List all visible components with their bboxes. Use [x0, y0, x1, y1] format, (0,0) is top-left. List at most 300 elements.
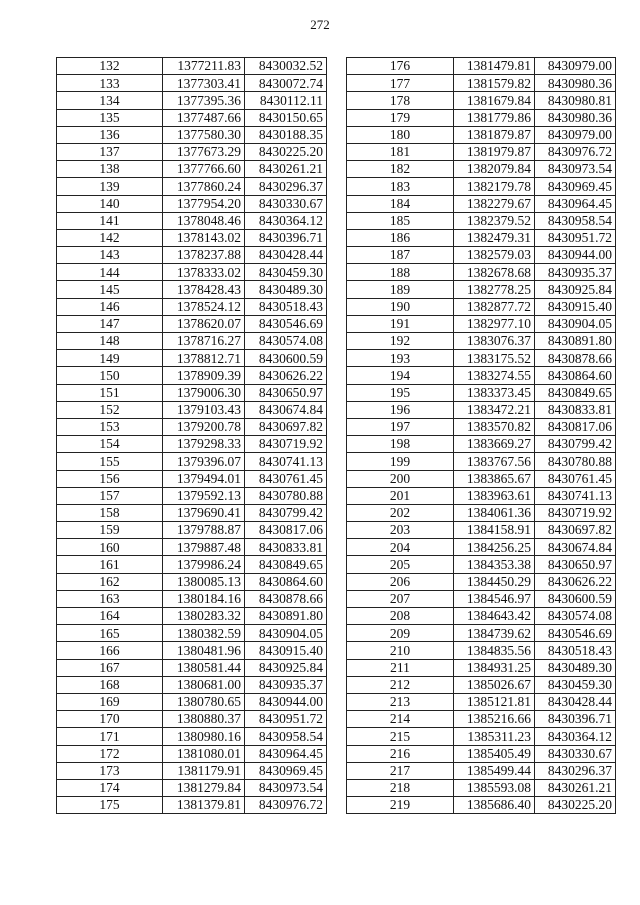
x-coordinate-cell: 1377395.36 — [163, 92, 245, 109]
x-coordinate-cell: 1384256.25 — [454, 539, 535, 556]
x-coordinate-cell: 1382479.31 — [454, 229, 535, 246]
x-coordinate-cell: 1377303.41 — [163, 75, 245, 92]
table-row — [57, 350, 327, 367]
table-row — [57, 779, 327, 796]
x-coordinate-cell: 1379986.24 — [163, 556, 245, 573]
x-coordinate-cell: 1380382.59 — [163, 625, 245, 642]
table-row — [347, 556, 616, 573]
y-coordinate-cell: 8430459.30 — [535, 676, 616, 693]
y-coordinate-cell: 8430225.20 — [245, 143, 327, 160]
point-number-cell: 165 — [57, 625, 163, 642]
point-number-cell: 151 — [57, 384, 163, 401]
y-coordinate-cell: 8430741.13 — [245, 453, 327, 470]
table-row — [347, 728, 616, 745]
x-coordinate-cell: 1378909.39 — [163, 367, 245, 384]
table-row — [347, 779, 616, 796]
y-coordinate-cell: 8430864.60 — [535, 367, 616, 384]
y-coordinate-cell: 8430626.22 — [245, 367, 327, 384]
table-row — [347, 401, 616, 418]
table-row — [57, 470, 327, 487]
y-coordinate-cell: 8430261.21 — [535, 779, 616, 796]
point-number-cell: 217 — [347, 762, 454, 779]
y-coordinate-cell: 8430976.72 — [245, 797, 327, 814]
point-number-cell: 215 — [347, 728, 454, 745]
point-number-cell: 132 — [57, 58, 163, 75]
y-coordinate-cell: 8430925.84 — [245, 659, 327, 676]
x-coordinate-cell: 1385311.23 — [454, 728, 535, 745]
y-coordinate-cell: 8430761.45 — [535, 470, 616, 487]
x-coordinate-cell: 1377580.30 — [163, 126, 245, 143]
x-coordinate-cell: 1378524.12 — [163, 298, 245, 315]
y-coordinate-cell: 8430296.37 — [245, 178, 327, 195]
point-number-cell: 202 — [347, 504, 454, 521]
x-coordinate-cell: 1381179.91 — [163, 762, 245, 779]
table-row — [57, 281, 327, 298]
page-number: 272 — [310, 17, 330, 32]
x-coordinate-cell: 1377954.20 — [163, 195, 245, 212]
table-row — [347, 608, 616, 625]
x-coordinate-cell: 1380481.96 — [163, 642, 245, 659]
table-row — [57, 384, 327, 401]
y-coordinate-cell: 8430072.74 — [245, 75, 327, 92]
y-coordinate-cell: 8430891.80 — [245, 608, 327, 625]
table-row — [57, 487, 327, 504]
y-coordinate-cell: 8430973.54 — [245, 779, 327, 796]
y-coordinate-cell: 8430600.59 — [535, 590, 616, 607]
point-number-cell: 145 — [57, 281, 163, 298]
y-coordinate-cell: 8430878.66 — [245, 590, 327, 607]
table-row — [347, 247, 616, 264]
y-coordinate-cell: 8430574.08 — [245, 333, 327, 350]
point-number-cell: 181 — [347, 143, 454, 160]
x-coordinate-cell: 1379887.48 — [163, 539, 245, 556]
point-number-cell: 197 — [347, 418, 454, 435]
table-row — [57, 436, 327, 453]
y-coordinate-cell: 8430925.84 — [535, 281, 616, 298]
y-coordinate-cell: 8430964.45 — [245, 745, 327, 762]
x-coordinate-cell: 1382877.72 — [454, 298, 535, 315]
point-number-cell: 147 — [57, 315, 163, 332]
x-coordinate-cell: 1377211.83 — [163, 58, 245, 75]
point-number-cell: 204 — [347, 539, 454, 556]
y-coordinate-cell: 8430650.97 — [245, 384, 327, 401]
y-coordinate-cell: 8430944.00 — [535, 247, 616, 264]
y-coordinate-cell: 8430980.36 — [535, 109, 616, 126]
x-coordinate-cell: 1385121.81 — [454, 693, 535, 710]
x-coordinate-cell: 1379396.07 — [163, 453, 245, 470]
y-coordinate-cell: 8430891.80 — [535, 333, 616, 350]
point-number-cell: 161 — [57, 556, 163, 573]
table-row — [347, 745, 616, 762]
x-coordinate-cell: 1383669.27 — [454, 436, 535, 453]
point-number-cell: 149 — [57, 350, 163, 367]
point-number-cell: 218 — [347, 779, 454, 796]
point-number-cell: 154 — [57, 436, 163, 453]
table-row — [57, 590, 327, 607]
point-number-cell: 203 — [347, 522, 454, 539]
y-coordinate-cell: 8430780.88 — [535, 453, 616, 470]
point-number-cell: 158 — [57, 504, 163, 521]
x-coordinate-cell: 1385405.49 — [454, 745, 535, 762]
table-row — [347, 642, 616, 659]
point-number-cell: 184 — [347, 195, 454, 212]
table-row — [57, 608, 327, 625]
x-coordinate-cell: 1383865.67 — [454, 470, 535, 487]
point-number-cell: 152 — [57, 401, 163, 418]
point-number-cell: 194 — [347, 367, 454, 384]
point-number-cell: 185 — [347, 212, 454, 229]
point-number-cell: 196 — [347, 401, 454, 418]
y-coordinate-cell: 8430719.92 — [245, 436, 327, 453]
y-coordinate-cell: 8430032.52 — [245, 58, 327, 75]
x-coordinate-cell: 1383175.52 — [454, 350, 535, 367]
x-coordinate-cell: 1377766.60 — [163, 161, 245, 178]
point-number-cell: 150 — [57, 367, 163, 384]
x-coordinate-cell: 1381080.01 — [163, 745, 245, 762]
y-coordinate-cell: 8430951.72 — [535, 229, 616, 246]
point-number-cell: 187 — [347, 247, 454, 264]
point-number-cell: 190 — [347, 298, 454, 315]
x-coordinate-cell: 1382279.67 — [454, 195, 535, 212]
point-number-cell: 219 — [347, 797, 454, 814]
y-coordinate-cell: 8430980.36 — [535, 75, 616, 92]
point-number-cell: 136 — [57, 126, 163, 143]
table-row — [347, 762, 616, 779]
x-coordinate-cell: 1379788.87 — [163, 522, 245, 539]
table-row — [347, 711, 616, 728]
point-number-cell: 134 — [57, 92, 163, 109]
y-coordinate-cell: 8430980.81 — [535, 92, 616, 109]
x-coordinate-cell: 1378620.07 — [163, 315, 245, 332]
x-coordinate-cell: 1384450.29 — [454, 573, 535, 590]
point-number-cell: 159 — [57, 522, 163, 539]
point-number-cell: 142 — [57, 229, 163, 246]
point-number-cell: 200 — [347, 470, 454, 487]
y-coordinate-cell: 8430428.44 — [245, 247, 327, 264]
point-number-cell: 167 — [57, 659, 163, 676]
y-coordinate-cell: 8430833.81 — [245, 539, 327, 556]
y-coordinate-cell: 8430935.37 — [535, 264, 616, 281]
table-row — [57, 229, 327, 246]
x-coordinate-cell: 1384739.62 — [454, 625, 535, 642]
y-coordinate-cell: 8430817.06 — [535, 418, 616, 435]
point-number-cell: 135 — [57, 109, 163, 126]
x-coordinate-cell: 1380880.37 — [163, 711, 245, 728]
y-coordinate-cell: 8430719.92 — [535, 504, 616, 521]
x-coordinate-cell: 1385686.40 — [454, 797, 535, 814]
table-row — [347, 281, 616, 298]
point-number-cell: 188 — [347, 264, 454, 281]
x-coordinate-cell: 1380681.00 — [163, 676, 245, 693]
table-row — [347, 333, 616, 350]
y-coordinate-cell: 8430674.84 — [245, 401, 327, 418]
table-row — [57, 298, 327, 315]
x-coordinate-cell: 1382079.84 — [454, 161, 535, 178]
x-coordinate-cell: 1380184.16 — [163, 590, 245, 607]
y-coordinate-cell: 8430951.72 — [245, 711, 327, 728]
table-row — [57, 539, 327, 556]
point-number-cell: 170 — [57, 711, 163, 728]
y-coordinate-cell: 8430574.08 — [535, 608, 616, 625]
point-number-cell: 155 — [57, 453, 163, 470]
table-row — [57, 556, 327, 573]
point-number-cell: 133 — [57, 75, 163, 92]
point-number-cell: 139 — [57, 178, 163, 195]
point-number-cell: 206 — [347, 573, 454, 590]
point-number-cell: 192 — [347, 333, 454, 350]
point-number-cell: 171 — [57, 728, 163, 745]
y-coordinate-cell: 8430915.40 — [245, 642, 327, 659]
y-coordinate-cell: 8430112.11 — [245, 92, 327, 109]
table-row — [57, 522, 327, 539]
point-number-cell: 156 — [57, 470, 163, 487]
table-row — [57, 693, 327, 710]
y-coordinate-cell: 8430650.97 — [535, 556, 616, 573]
point-number-cell: 199 — [347, 453, 454, 470]
x-coordinate-cell: 1379690.41 — [163, 504, 245, 521]
y-coordinate-cell: 8430969.45 — [245, 762, 327, 779]
point-number-cell: 140 — [57, 195, 163, 212]
y-coordinate-cell: 8430489.30 — [535, 659, 616, 676]
point-number-cell: 210 — [347, 642, 454, 659]
table-row — [57, 676, 327, 693]
point-number-cell: 207 — [347, 590, 454, 607]
x-coordinate-cell: 1380980.16 — [163, 728, 245, 745]
table-row — [347, 539, 616, 556]
y-coordinate-cell: 8430780.88 — [245, 487, 327, 504]
table-row — [57, 58, 327, 75]
y-coordinate-cell: 8430915.40 — [535, 298, 616, 315]
y-coordinate-cell: 8430958.54 — [245, 728, 327, 745]
x-coordinate-cell: 1382778.25 — [454, 281, 535, 298]
point-number-cell: 148 — [57, 333, 163, 350]
x-coordinate-cell: 1377860.24 — [163, 178, 245, 195]
x-coordinate-cell: 1382579.03 — [454, 247, 535, 264]
x-coordinate-cell: 1379006.30 — [163, 384, 245, 401]
table-row — [347, 522, 616, 539]
table-row — [347, 229, 616, 246]
table-row — [347, 418, 616, 435]
point-number-cell: 168 — [57, 676, 163, 693]
point-number-cell: 172 — [57, 745, 163, 762]
x-coordinate-cell: 1378812.71 — [163, 350, 245, 367]
y-coordinate-cell: 8430976.72 — [535, 143, 616, 160]
x-coordinate-cell: 1385499.44 — [454, 762, 535, 779]
x-coordinate-cell: 1385216.66 — [454, 711, 535, 728]
x-coordinate-cell: 1378333.02 — [163, 264, 245, 281]
point-number-cell: 208 — [347, 608, 454, 625]
y-coordinate-cell: 8430833.81 — [535, 401, 616, 418]
x-coordinate-cell: 1384158.91 — [454, 522, 535, 539]
x-coordinate-cell: 1383274.55 — [454, 367, 535, 384]
point-number-cell: 138 — [57, 161, 163, 178]
point-number-cell: 180 — [347, 126, 454, 143]
table-row — [57, 401, 327, 418]
point-number-cell: 153 — [57, 418, 163, 435]
y-coordinate-cell: 8430741.13 — [535, 487, 616, 504]
point-number-cell: 144 — [57, 264, 163, 281]
y-coordinate-cell: 8430600.59 — [245, 350, 327, 367]
x-coordinate-cell: 1384643.42 — [454, 608, 535, 625]
point-number-cell: 195 — [347, 384, 454, 401]
x-coordinate-cell: 1378716.27 — [163, 333, 245, 350]
point-number-cell: 174 — [57, 779, 163, 796]
point-number-cell: 216 — [347, 745, 454, 762]
table-row — [347, 315, 616, 332]
y-coordinate-cell: 8430904.05 — [245, 625, 327, 642]
x-coordinate-cell: 1379592.13 — [163, 487, 245, 504]
y-coordinate-cell: 8430697.82 — [245, 418, 327, 435]
table-row — [57, 762, 327, 779]
point-number-cell: 169 — [57, 693, 163, 710]
point-number-cell: 182 — [347, 161, 454, 178]
point-number-cell: 214 — [347, 711, 454, 728]
table-row — [347, 75, 616, 92]
point-number-cell: 163 — [57, 590, 163, 607]
y-coordinate-cell: 8430225.20 — [535, 797, 616, 814]
x-coordinate-cell: 1382179.78 — [454, 178, 535, 195]
table-row — [347, 143, 616, 160]
y-coordinate-cell: 8430518.43 — [245, 298, 327, 315]
point-number-cell: 193 — [347, 350, 454, 367]
point-number-cell: 177 — [347, 75, 454, 92]
x-coordinate-cell: 1378048.46 — [163, 212, 245, 229]
x-coordinate-cell: 1385026.67 — [454, 676, 535, 693]
y-coordinate-cell: 8430958.54 — [535, 212, 616, 229]
x-coordinate-cell: 1382379.52 — [454, 212, 535, 229]
table-row — [347, 436, 616, 453]
coordinates-table-left — [56, 57, 327, 814]
y-coordinate-cell: 8430546.69 — [535, 625, 616, 642]
table-row — [347, 126, 616, 143]
point-number-cell: 189 — [347, 281, 454, 298]
x-coordinate-cell: 1384546.97 — [454, 590, 535, 607]
table-row — [347, 676, 616, 693]
y-coordinate-cell: 8430150.65 — [245, 109, 327, 126]
table-row — [347, 384, 616, 401]
x-coordinate-cell: 1385593.08 — [454, 779, 535, 796]
x-coordinate-cell: 1377673.29 — [163, 143, 245, 160]
x-coordinate-cell: 1378143.02 — [163, 229, 245, 246]
point-number-cell: 212 — [347, 676, 454, 693]
y-coordinate-cell: 8430364.12 — [535, 728, 616, 745]
x-coordinate-cell: 1380581.44 — [163, 659, 245, 676]
table-row — [347, 298, 616, 315]
table-row — [347, 693, 616, 710]
y-coordinate-cell: 8430973.54 — [535, 161, 616, 178]
x-coordinate-cell: 1380085.13 — [163, 573, 245, 590]
table-row — [347, 109, 616, 126]
x-coordinate-cell: 1379200.78 — [163, 418, 245, 435]
table-row — [57, 573, 327, 590]
x-coordinate-cell: 1381479.81 — [454, 58, 535, 75]
y-coordinate-cell: 8430364.12 — [245, 212, 327, 229]
y-coordinate-cell: 8430674.84 — [535, 539, 616, 556]
point-number-cell: 137 — [57, 143, 163, 160]
table-row — [57, 126, 327, 143]
table-row — [57, 418, 327, 435]
x-coordinate-cell: 1383373.45 — [454, 384, 535, 401]
point-number-cell: 213 — [347, 693, 454, 710]
y-coordinate-cell: 8430489.30 — [245, 281, 327, 298]
point-number-cell: 191 — [347, 315, 454, 332]
table-row — [347, 264, 616, 281]
point-number-cell: 173 — [57, 762, 163, 779]
table-row — [57, 195, 327, 212]
x-coordinate-cell: 1381279.84 — [163, 779, 245, 796]
y-coordinate-cell: 8430878.66 — [535, 350, 616, 367]
x-coordinate-cell: 1378237.88 — [163, 247, 245, 264]
point-number-cell: 201 — [347, 487, 454, 504]
point-number-cell: 141 — [57, 212, 163, 229]
y-coordinate-cell: 8430904.05 — [535, 315, 616, 332]
table-row — [347, 504, 616, 521]
table-row — [347, 625, 616, 642]
point-number-cell: 162 — [57, 573, 163, 590]
x-coordinate-cell: 1379298.33 — [163, 436, 245, 453]
table-row — [347, 58, 616, 75]
table-row — [57, 728, 327, 745]
y-coordinate-cell: 8430849.65 — [535, 384, 616, 401]
point-number-cell: 198 — [347, 436, 454, 453]
y-coordinate-cell: 8430864.60 — [245, 573, 327, 590]
table-row — [57, 504, 327, 521]
x-coordinate-cell: 1384931.25 — [454, 659, 535, 676]
x-coordinate-cell: 1383570.82 — [454, 418, 535, 435]
y-coordinate-cell: 8430518.43 — [535, 642, 616, 659]
y-coordinate-cell: 8430944.00 — [245, 693, 327, 710]
point-number-cell: 143 — [57, 247, 163, 264]
x-coordinate-cell: 1379494.01 — [163, 470, 245, 487]
table-row — [347, 487, 616, 504]
table-row — [57, 264, 327, 281]
x-coordinate-cell: 1383472.21 — [454, 401, 535, 418]
table-row — [57, 797, 327, 814]
y-coordinate-cell: 8430459.30 — [245, 264, 327, 281]
table-row — [347, 161, 616, 178]
y-coordinate-cell: 8430817.06 — [245, 522, 327, 539]
table-row — [57, 333, 327, 350]
table-row — [347, 92, 616, 109]
table-row — [57, 367, 327, 384]
y-coordinate-cell: 8430969.45 — [535, 178, 616, 195]
y-coordinate-cell: 8430188.35 — [245, 126, 327, 143]
table-row — [347, 470, 616, 487]
table-row — [57, 659, 327, 676]
point-number-cell: 179 — [347, 109, 454, 126]
y-coordinate-cell: 8430799.42 — [535, 436, 616, 453]
x-coordinate-cell: 1381879.87 — [454, 126, 535, 143]
table-row — [57, 212, 327, 229]
table-row — [57, 711, 327, 728]
point-number-cell: 164 — [57, 608, 163, 625]
x-coordinate-cell: 1382678.68 — [454, 264, 535, 281]
x-coordinate-cell: 1382977.10 — [454, 315, 535, 332]
y-coordinate-cell: 8430964.45 — [535, 195, 616, 212]
table-row — [57, 315, 327, 332]
x-coordinate-cell: 1383767.56 — [454, 453, 535, 470]
y-coordinate-cell: 8430330.67 — [535, 745, 616, 762]
table-row — [57, 109, 327, 126]
x-coordinate-cell: 1377487.66 — [163, 109, 245, 126]
y-coordinate-cell: 8430935.37 — [245, 676, 327, 693]
x-coordinate-cell: 1383076.37 — [454, 333, 535, 350]
x-coordinate-cell: 1381979.87 — [454, 143, 535, 160]
y-coordinate-cell: 8430396.71 — [535, 711, 616, 728]
table-row — [57, 642, 327, 659]
table-row — [347, 195, 616, 212]
x-coordinate-cell: 1379103.43 — [163, 401, 245, 418]
